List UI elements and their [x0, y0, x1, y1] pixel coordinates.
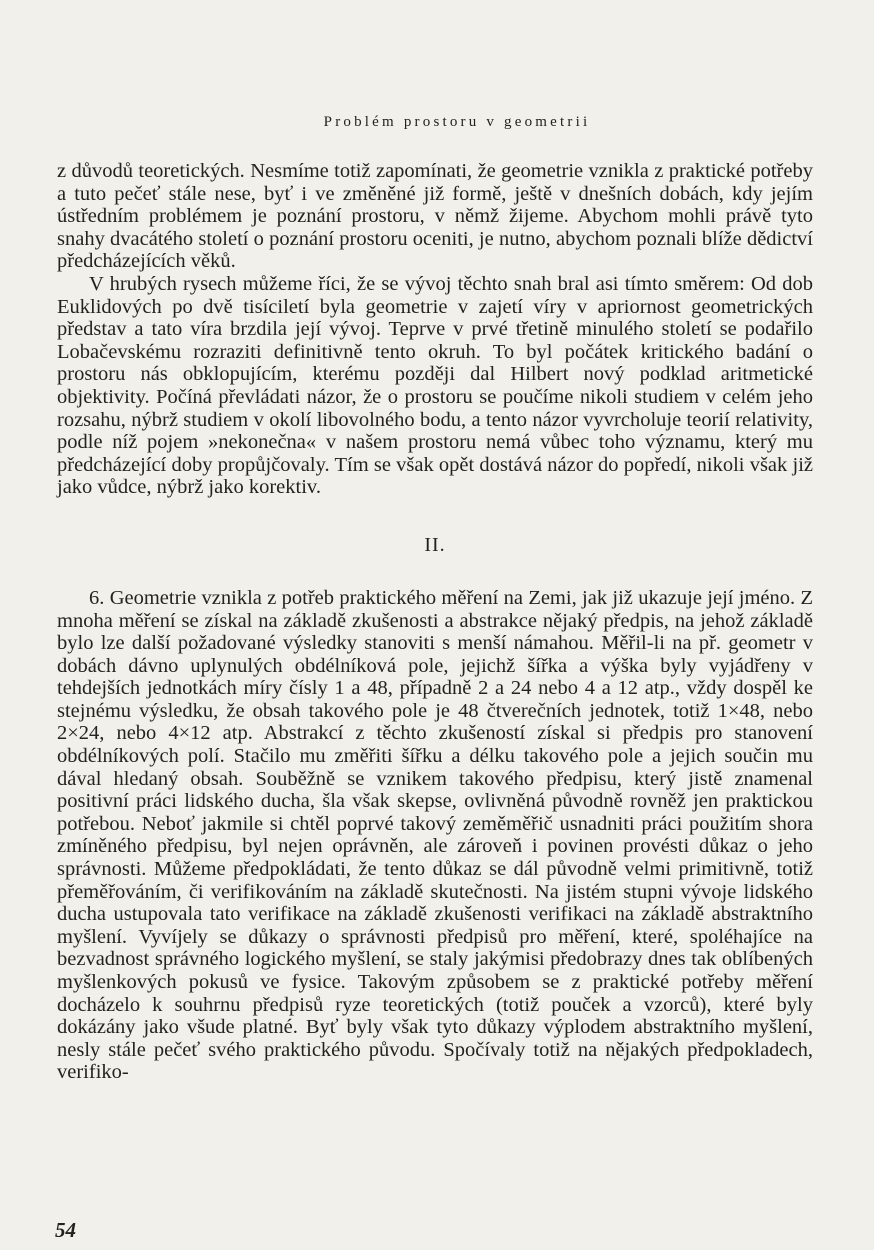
paragraph-continuation: z důvodů teoretických. Nesmíme totiž zapomínati, že geometrie vznikla z praktické potřeby a tuto pečeť stále nese, byť i ve změněné již formě, ještě v dnešních dobách, kdy jejím ústředním problémem je poznání prostoru, v němž žijeme. Abychom mohli právě tyto snahy dvacátého století o poznání prostoru oceniti, je nutno, abychom poznali blíže dědictví předcházejících věků.: [57, 160, 813, 273]
paragraph-development-summary: V hrubých rysech můžeme říci, že se vývoj těchto snah bral asi tímto směrem: Od dob Euklidových po dvě tisíciletí byla geometrie v zajetí víry v apriornost geometrických představ a tato víra brzdila její vývoj. Teprve v prvé třetině minulého století se podařilo Lobačevskému rozraziti definitivně tento okruh. To byl počátek kritického badání o prostoru nás obklopujícím, kterému později dal Hilbert nový podklad aritmetické objektivity. Počíná převládati názor, že o prostoru se poučíme nikoli studiem v celém jeho rozsahu, nýbrž studiem v okolí libovolného bodu, a tento názor vyvrcholuje teorií relativity, podle níž pojem »nekonečna« v našem prostoru nemá vůbec toho významu, který mu předcházející doby propůjčovaly. Tím se však opět dostává názor do popředí, nikoli však již jako vůdce, nýbrž jako korektiv.: [57, 272, 813, 499]
paragraph-section-6: 6. Geometrie vznikla z potřeb praktického měření na Zemi, jak již ukazuje její jméno. Z mnoha měření se získal na základě zkušenosti a abstrakce nějaký předpis, na jehož základě bylo lze další požadované výsledky stanoviti s menší námahou. Měřil-li na př. geometr v dobách dávno uplynulých obdélníková pole, jejichž šířka a výška byly vyjádřeny v tehdejších jednotkách míry čísly 1 a 48, případně 2 a 24 nebo 4 a 12 atp., vždy dospěl ke stejnému výsledku, že obsah takového pole je 48 čtverečních jednotek, totiž 1×48, nebo 2×24, nebo 4×12 atp. Abstrakcí z těchto zkušeností získal si předpis pro stanovení obdélníkových polí. Stačilo mu změřiti šířku a délku takového pole a jejich součin mu dával hledaný obsah. Souběžně se vznikem takového předpisu, který jistě znamenal positivní práci lidského ducha, šla však skepse, ovlivněná původně rovněž jen praktickou potřebou. Neboť jakmile si chtěl poprvé takový zeměměřič usnadniti práci použitím shora zmíněného předpisu, byl nejen oprávněn, ale zároveň i povinen provésti důkaz o jeho správnosti. Můžeme předpokládati, že tento důkaz se dál původně velmi primitivně, totiž přeměřováním, či verifikováním na základě skutečnosti. Na jistém stupni vývoje lidského ducha ustupovala tato verifikace na základě zkušenosti verifikaci na základě abstraktního myšlení. Vyvíjely se důkazy o správnosti předpisů pro měření, které, spoléhajíce na bezvadnost správného logického myšlení, se staly jakýmisi předobrazy dnes tak oblíbených myšlenkových pokusů ve fysice. Takovým způsobem se z praktické potřeby měření docházelo k souhrnu předpisů ryze teoretických (totiž pouček a vzorců), které byly dokázány jako všude platné. Byť byly však tyto důkazy výplodem abstraktního myšlení, nesly stále pečeť svého praktického původu. Spočívaly totiž na nějakých předpokladech, verifiko-: [57, 586, 813, 1084]
page-number: 54: [55, 1218, 76, 1242]
section-heading: II.: [424, 533, 446, 556]
running-title: Problém prostoru v geometrii: [323, 114, 591, 130]
page-body: [57, 160, 813, 1084]
